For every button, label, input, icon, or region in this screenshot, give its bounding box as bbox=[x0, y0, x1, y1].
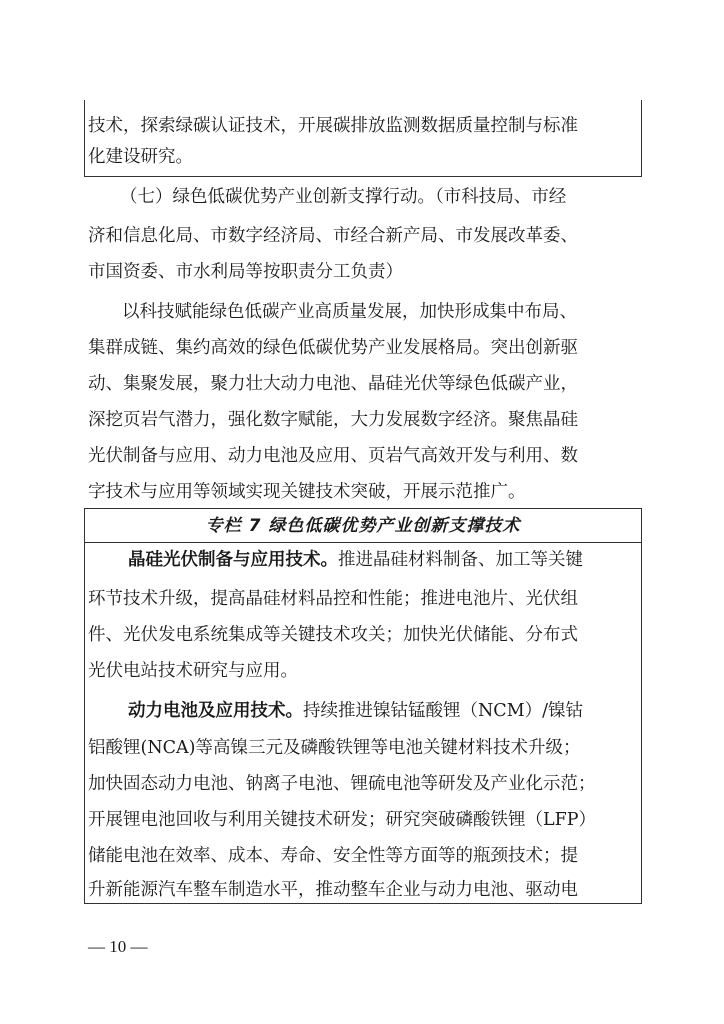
section-7-heading: （七）绿色低碳优势产业创新支撑行动。（市科技局、市经 bbox=[120, 187, 567, 207]
item-1-line-4: 光伏电站技术研究与应用。 bbox=[88, 661, 298, 681]
section-7-heading-cont-2: 市国资委、市水利局等按职责分工负责） bbox=[88, 262, 403, 282]
item-2-line-6: 升新能源汽车整车制造水平，推动整车企业与动力电池、驱动电 bbox=[88, 880, 578, 900]
item-2-heading: 动力电池及应用技术。 bbox=[128, 701, 303, 721]
item-1-first-rest: 推进晶硅材料制备、加工等关键 bbox=[338, 550, 583, 570]
page-number: — 10 — bbox=[88, 937, 148, 956]
feature-box-title-row bbox=[85, 509, 641, 543]
item-1-line-3: 件、光伏发电系统集成等关键技术攻关；加快光伏储能、分布式 bbox=[88, 625, 578, 645]
feature-box-title: 专栏 7 绿色低碳优势产业创新支撑技术 bbox=[205, 516, 521, 536]
continued-box-line-1: 技术，探索绿碳认证技术，开展碳排放监测数据质量控制与标准 bbox=[88, 116, 578, 136]
body-line-1: 以科技赋能绿色低碳产业高质量发展，加快形成集中布局、 bbox=[122, 302, 577, 322]
body-line-2: 集群成链、集约高效的绿色低碳优势产业发展格局。突出创新驱 bbox=[88, 338, 578, 358]
item-1-line-2: 环节技术升级，提高晶硅材料品控和性能；推进电池片、光伏组 bbox=[88, 589, 578, 609]
body-line-5: 光伏制备与应用、动力电池及应用、页岩气高效开发与利用、数 bbox=[88, 446, 578, 466]
continued-box-line-2: 化建设研究。 bbox=[88, 147, 193, 167]
body-line-6: 字技术与应用等领域实现关键技术突破，开展示范推广。 bbox=[88, 482, 526, 502]
item-2-first-rest: 持续推进镍钴锰酸锂（NCM）/镍钴 bbox=[303, 701, 584, 721]
item-2-line-3: 加快固态动力电池、钠离子电池、锂硫电池等研发及产业化示范； bbox=[88, 774, 596, 794]
item-1-first-line bbox=[128, 548, 583, 572]
section-7-heading-cont-1: 济和信息化局、市数字经济局、市经合新产局、市发展改革委、 bbox=[88, 226, 578, 246]
item-2-line-2: 铝酸锂(NCA)等高镍三元及磷酸铁锂等电池关键材料技术升级； bbox=[88, 738, 581, 758]
item-2-first-line bbox=[128, 699, 583, 723]
item-2-line-5: 储能电池在效率、成本、寿命、安全性等方面等的瓶颈技术；提 bbox=[88, 846, 578, 866]
item-2-line-4: 开展锂电池回收与利用关键技术研发；研究突破磷酸铁锂（LFP） bbox=[88, 810, 597, 830]
body-line-4: 深挖页岩气潜力，强化数字赋能，大力发展数字经济。聚焦晶硅 bbox=[88, 410, 578, 430]
item-1-heading: 晶硅光伏制备与应用技术。 bbox=[128, 550, 338, 570]
body-line-3: 动、集聚发展，聚力壮大动力电池、晶硅光伏等绿色低碳产业， bbox=[88, 374, 578, 394]
